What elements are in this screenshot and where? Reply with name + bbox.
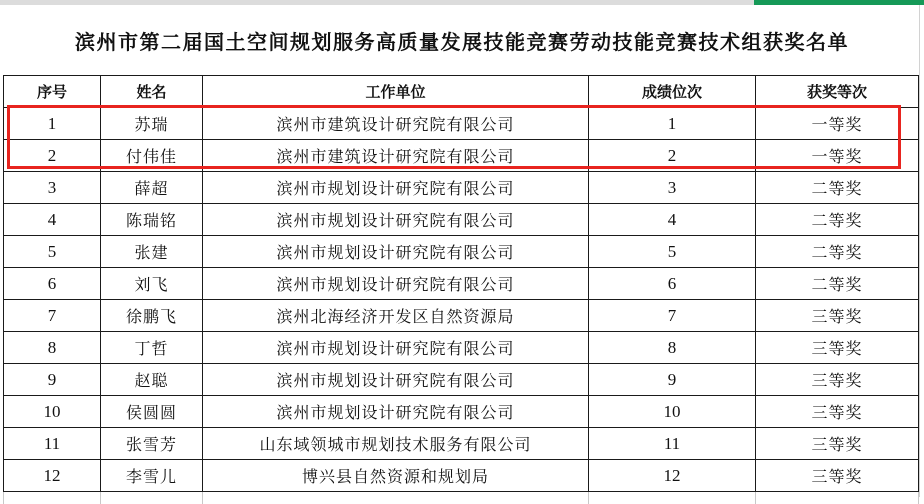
cell-no: 12 — [4, 460, 101, 492]
cell-unit: 滨州市规划设计研究院有限公司 — [203, 204, 589, 236]
table-row — [4, 204, 919, 236]
cell-rank: 1 — [589, 108, 756, 140]
column-header-award: 获奖等次 — [756, 76, 919, 108]
table-row — [4, 268, 919, 300]
cell-award: 三等奖 — [756, 396, 919, 428]
cell-unit: 滨州市规划设计研究院有限公司 — [203, 236, 589, 268]
cell-award: 三等奖 — [756, 460, 919, 492]
cell-award: 二等奖 — [756, 172, 919, 204]
column-header-rank: 成绩位次 — [589, 76, 756, 108]
cell-empty — [4, 492, 101, 504]
cell-name: 薛超 — [101, 172, 203, 204]
table-body — [4, 108, 919, 504]
cell-name: 李雪儿 — [101, 460, 203, 492]
column-header-name: 姓名 — [101, 76, 203, 108]
cell-empty — [203, 492, 589, 504]
page-edge-divider — [919, 5, 920, 497]
cell-award: 一等奖 — [756, 108, 919, 140]
cell-no: 11 — [4, 428, 101, 460]
cell-name: 苏瑞 — [101, 108, 203, 140]
cell-no: 8 — [4, 332, 101, 364]
cell-rank: 5 — [589, 236, 756, 268]
cell-award: 三等奖 — [756, 300, 919, 332]
table-row — [4, 396, 919, 428]
cell-unit: 滨州市规划设计研究院有限公司 — [203, 268, 589, 300]
table-row — [4, 364, 919, 396]
cell-rank: 3 — [589, 172, 756, 204]
cell-unit: 山东域领城市规划技术服务有限公司 — [203, 428, 589, 460]
cell-name: 付伟佳 — [101, 140, 203, 172]
cell-no: 3 — [4, 172, 101, 204]
page-title: 滨州市第二届国土空间规划服务高质量发展技能竞赛劳动技能竞赛技术组获奖名单 — [0, 26, 924, 55]
cell-rank: 8 — [589, 332, 756, 364]
cell-unit: 滨州市规划设计研究院有限公司 — [203, 396, 589, 428]
cell-unit: 滨州北海经济开发区自然资源局 — [203, 300, 589, 332]
cell-award: 三等奖 — [756, 332, 919, 364]
cell-no: 2 — [4, 140, 101, 172]
cell-no: 6 — [4, 268, 101, 300]
cell-name: 陈瑞铭 — [101, 204, 203, 236]
cell-rank: 10 — [589, 396, 756, 428]
top-bar — [0, 0, 754, 5]
cell-no: 4 — [4, 204, 101, 236]
header-row — [4, 76, 919, 108]
cell-name: 侯圆圆 — [101, 396, 203, 428]
cell-unit: 博兴县自然资源和规划局 — [203, 460, 589, 492]
cell-unit: 滨州市规划设计研究院有限公司 — [203, 172, 589, 204]
cell-unit: 滨州市建筑设计研究院有限公司 — [203, 108, 589, 140]
cell-award: 一等奖 — [756, 140, 919, 172]
cell-empty — [589, 492, 756, 504]
cell-award: 三等奖 — [756, 428, 919, 460]
cell-empty — [756, 492, 919, 504]
cell-rank: 11 — [589, 428, 756, 460]
table-row-partial — [4, 492, 919, 504]
table-row — [4, 460, 919, 492]
cell-rank: 2 — [589, 140, 756, 172]
cell-name: 张雪芳 — [101, 428, 203, 460]
top-bar-accent — [754, 0, 924, 5]
table-header — [4, 76, 919, 108]
cell-unit: 滨州市规划设计研究院有限公司 — [203, 332, 589, 364]
table-row — [4, 236, 919, 268]
cell-award: 二等奖 — [756, 204, 919, 236]
cell-no: 7 — [4, 300, 101, 332]
column-header-no: 序号 — [4, 76, 101, 108]
table-row — [4, 140, 919, 172]
cell-award: 二等奖 — [756, 236, 919, 268]
table-row — [4, 108, 919, 140]
cell-name: 刘飞 — [101, 268, 203, 300]
cell-rank: 4 — [589, 204, 756, 236]
award-table — [3, 75, 919, 504]
cell-rank: 7 — [589, 300, 756, 332]
cell-award: 三等奖 — [756, 364, 919, 396]
cell-unit: 滨州市建筑设计研究院有限公司 — [203, 140, 589, 172]
cell-rank: 6 — [589, 268, 756, 300]
cell-empty — [101, 492, 203, 504]
cell-name: 赵聪 — [101, 364, 203, 396]
cell-no: 1 — [4, 108, 101, 140]
cell-name: 张建 — [101, 236, 203, 268]
table-row — [4, 172, 919, 204]
cell-name: 丁哲 — [101, 332, 203, 364]
column-header-unit: 工作单位 — [203, 76, 589, 108]
table-row — [4, 428, 919, 460]
cell-award: 二等奖 — [756, 268, 919, 300]
table-row — [4, 300, 919, 332]
cell-no: 10 — [4, 396, 101, 428]
cell-rank: 12 — [589, 460, 756, 492]
table-row — [4, 332, 919, 364]
cell-no: 9 — [4, 364, 101, 396]
cell-no: 5 — [4, 236, 101, 268]
cell-rank: 9 — [589, 364, 756, 396]
cell-name: 徐鹏飞 — [101, 300, 203, 332]
cell-unit: 滨州市规划设计研究院有限公司 — [203, 364, 589, 396]
